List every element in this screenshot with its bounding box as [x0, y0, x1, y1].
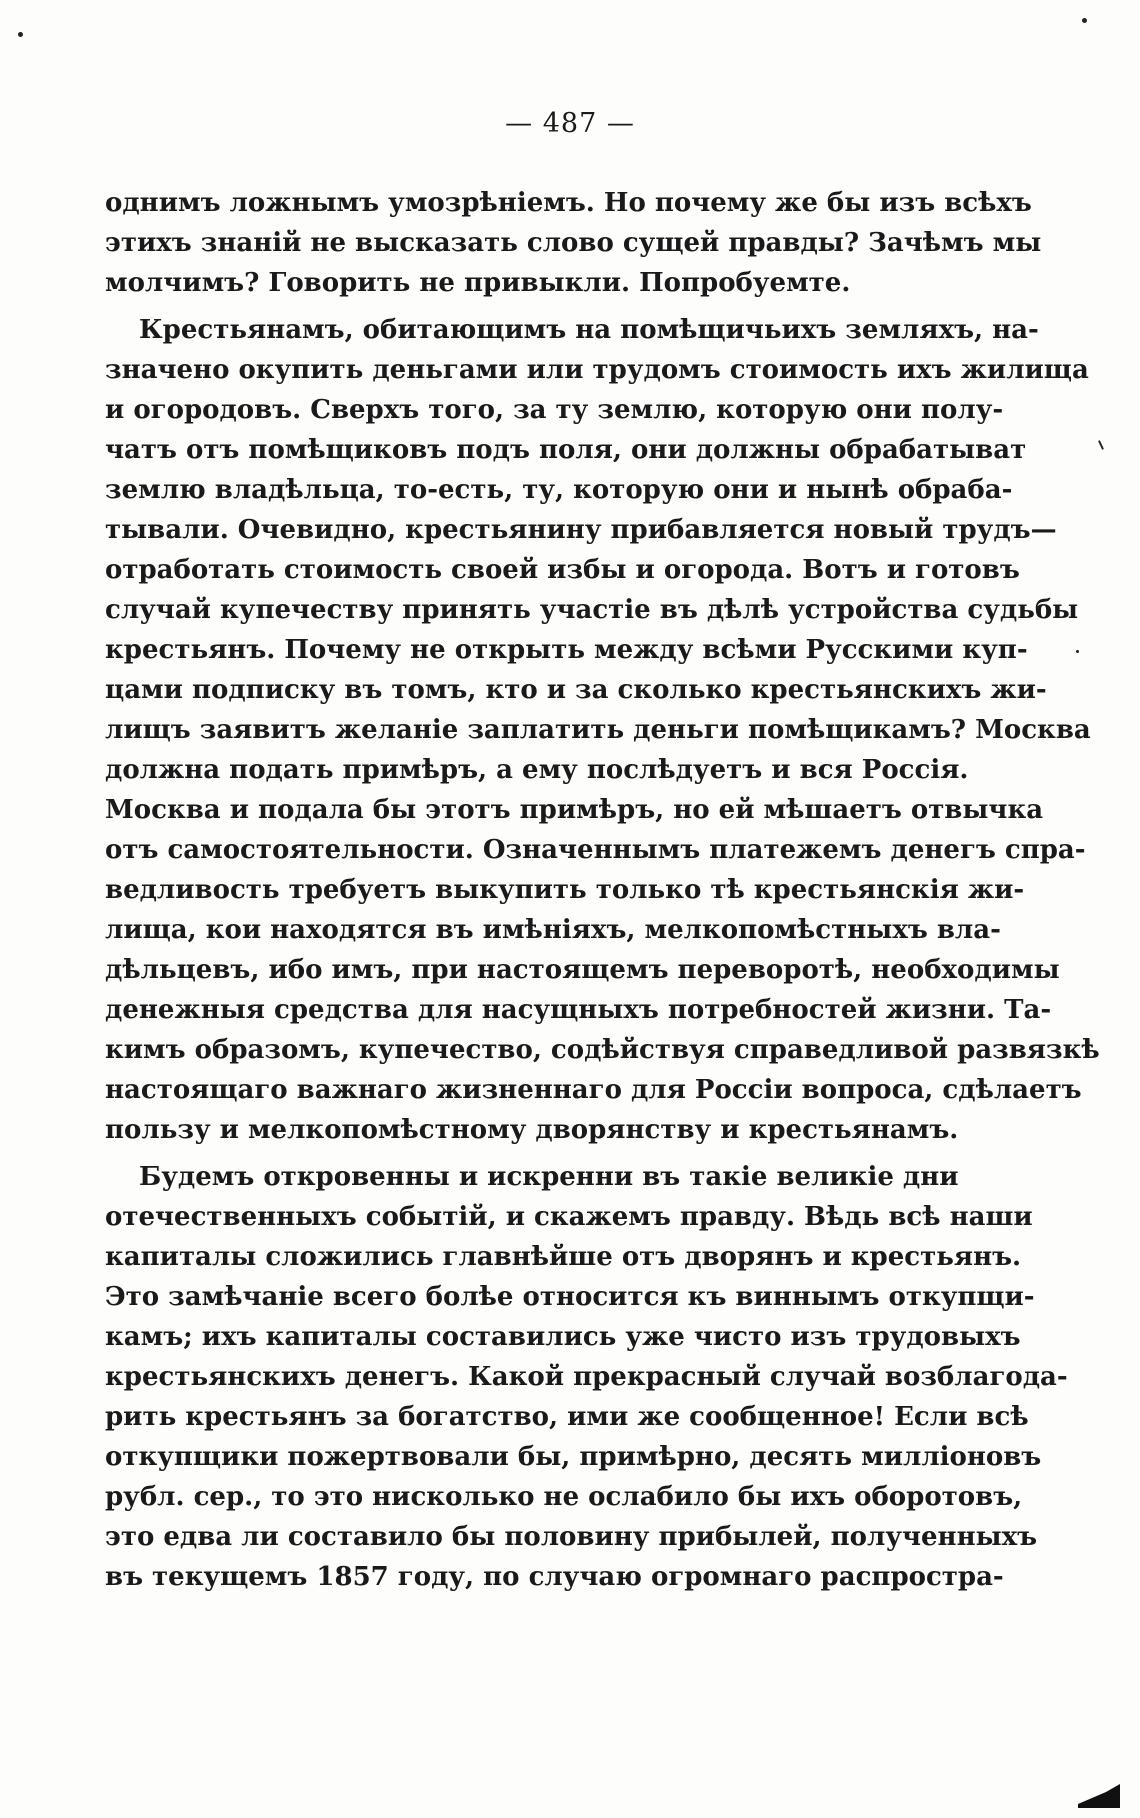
text-line: этихъ знаній не высказать слово сущей правды? Зачѣмъ мы [105, 228, 1042, 258]
paragraph-3 [105, 1157, 1068, 1597]
text-line: значено окупить деньгами или трудомъ стоимость ихъ жилища [105, 355, 1089, 385]
page-number: — 487 — [505, 108, 635, 139]
body-text [105, 183, 1100, 1597]
text-line: Это замѣчаніе всего болѣе относится къ виннымъ откупщи- [105, 1282, 1035, 1312]
text-line: рить крестьянъ за богатство, ими же сообщенное! Если всѣ [105, 1402, 1029, 1432]
scan-corner-mark [1076, 1780, 1122, 1810]
text-line: кимъ образомъ, купечество, содѣйствуя справедливой развязкѣ [105, 1035, 1100, 1065]
scan-speck [1098, 440, 1104, 450]
text-line: чатъ отъ помѣщиковъ подъ поля, они должны обрабатыват [105, 435, 1027, 465]
text-line: отечественныхъ событій, и скажемъ правду. Вѣдь всѣ наши [105, 1202, 1033, 1232]
text-line: ведливость требуетъ выкупить только тѣ крестьянскія жи- [105, 875, 1025, 905]
text-line: Будемъ откровенны и искренни въ такіе великіе дни [139, 1162, 959, 1192]
text-line: пользу и мелкопомѣстному дворянству и крестьянамъ. [105, 1115, 959, 1145]
text-line: отъ самостоятельности. Означеннымъ платежемъ денегъ спра- [105, 835, 1086, 865]
text-line: лища, кои находятся въ имѣніяхъ, мелкопомѣстныхъ вла- [105, 915, 1001, 945]
text-line: случай купечеству принять участіе въ дѣлѣ устройства судьбы [105, 595, 1079, 625]
text-line: дѣльцевъ, ибо имъ, при настоящемъ переворотѣ, необходимы [105, 955, 1060, 985]
text-line: камъ; ихъ капиталы составились уже чисто изъ трудовыхъ [105, 1322, 1021, 1352]
text-line: лищъ заявитъ желаніе заплатить деньги помѣщикамъ? Москва [105, 715, 1091, 745]
paragraph-2 [105, 310, 1100, 1150]
text-line: землю владѣльца, то-есть, ту, которую они и нынѣ обраба- [105, 475, 1013, 505]
text-line: рубл. сер., то это нисколько не ослабило бы ихъ оборотовъ, [105, 1482, 1023, 1512]
text-line: денежныя средства для насущныхъ потребностей жизни. Та- [105, 995, 1052, 1025]
text-line: молчимъ? Говорить не привыкли. Попробуемте. [105, 268, 851, 298]
text-line: цами подписку въ томъ, кто и за сколько крестьянскихъ жи- [105, 675, 1047, 705]
text-line: въ текущемъ 1857 году, по случаю огромнаго распростра- [105, 1562, 1004, 1592]
text-line: Москва и подала бы этотъ примѣръ, но ей мѣшаетъ отвычка [105, 795, 1044, 825]
text-line: крестьянъ. Почему не открыть между всѣми Русскими куп- [105, 635, 1028, 665]
paragraph-1 [105, 183, 1042, 303]
text-line: это едва ли составило бы половину прибылей, полученныхъ [105, 1522, 1038, 1552]
scan-speck [1076, 650, 1079, 653]
scan-speck [1082, 18, 1087, 23]
text-line: однимъ ложнымъ умозрѣніемъ. Но почему же бы изъ всѣхъ [105, 188, 1032, 218]
text-line: крестьянскихъ денегъ. Какой прекрасный случай возблагода- [105, 1362, 1068, 1392]
text-line: Крестьянамъ, обитающимъ на помѣщичьихъ земляхъ, на- [139, 315, 1039, 345]
text-line: должна подать примѣръ, а ему послѣдуетъ и вся Россія. [105, 755, 969, 785]
text-line: настоящаго важнаго жизненнаго для Россіи вопроса, сдѣлаетъ [105, 1075, 1082, 1105]
scan-speck [18, 32, 23, 37]
text-line: и огородовъ. Сверхъ того, за ту землю, которую они полу- [105, 395, 1004, 425]
text-line: капиталы сложились главнѣйше отъ дворянъ и крестьянъ. [105, 1242, 1022, 1272]
text-line: откупщики пожертвовали бы, примѣрно, десять милліоновъ [105, 1442, 1042, 1472]
text-line: отработать стоимость своей избы и огорода. Вотъ и готовъ [105, 555, 1020, 585]
text-line: тывали. Очевидно, крестьянину прибавляется новый трудъ— [105, 515, 1057, 545]
